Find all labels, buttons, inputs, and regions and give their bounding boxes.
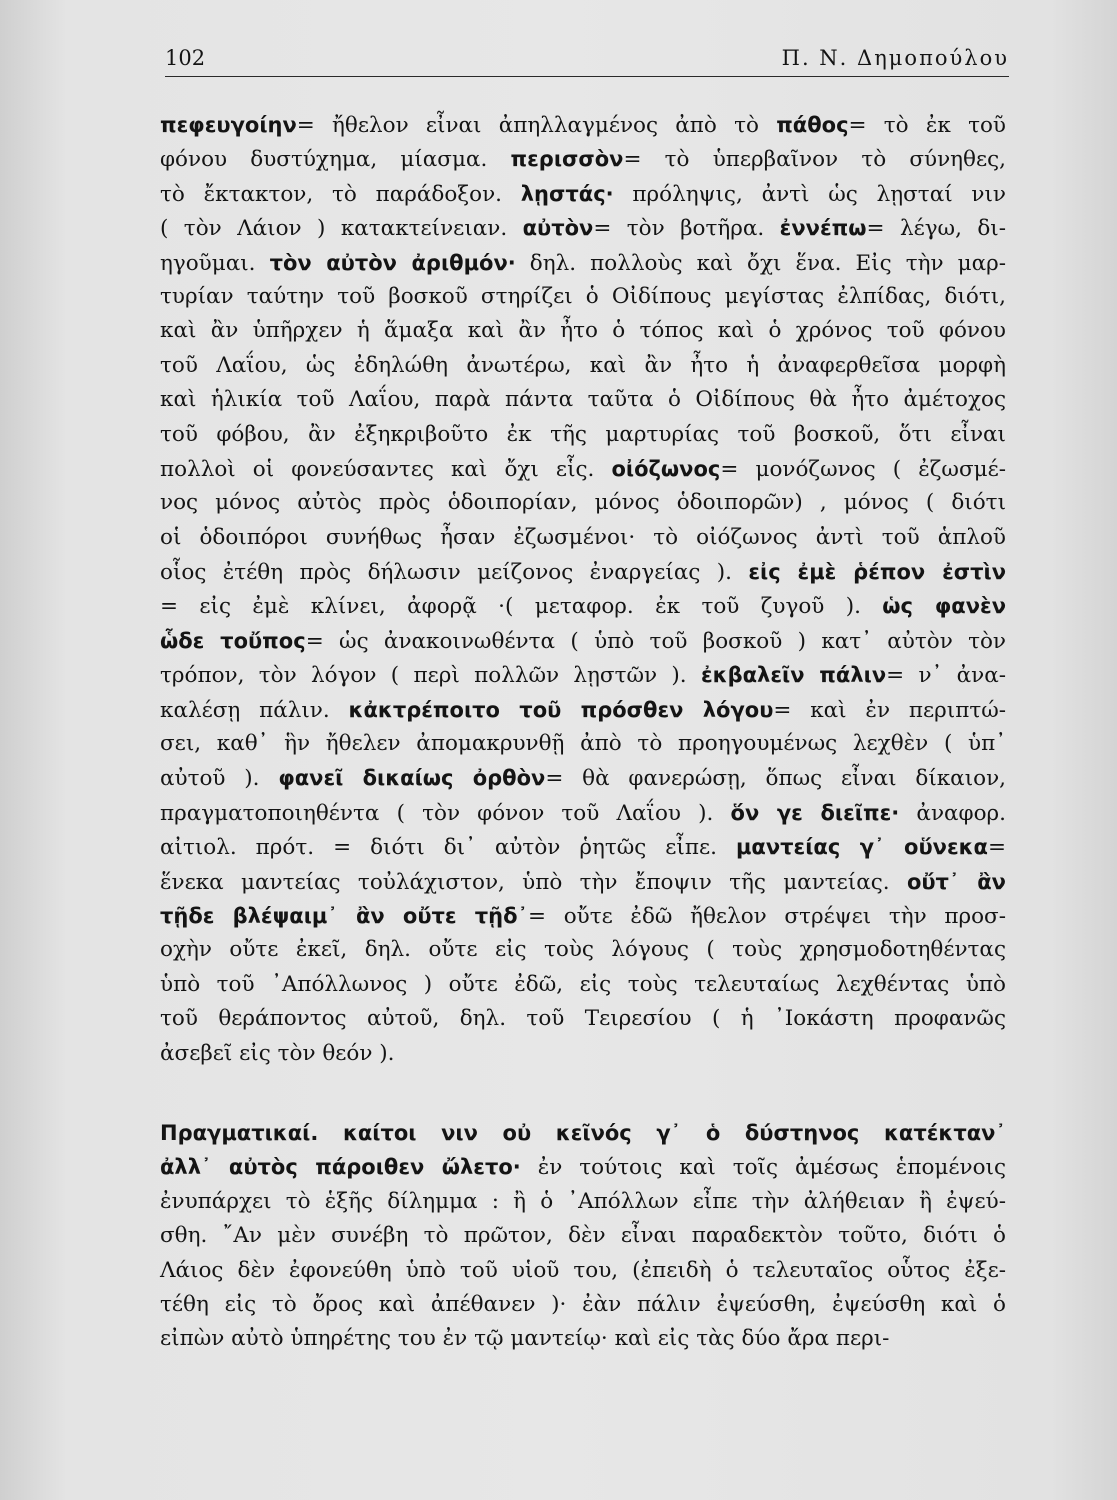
gloss-text: ἀσεβεῖ εἰς τὸν θεόν ). <box>160 1040 395 1066</box>
text-line <box>160 899 1006 933</box>
text-line <box>160 246 1006 280</box>
lemma: μαντείας γ᾽ οὕνεκα <box>735 835 988 860</box>
gloss-text: = ἤθελον εἶναι ἀπηλλαγμένος ἀπὸ τὸ <box>296 113 777 138</box>
lemma: ἀλλ᾽ αὐτὸς πάροιθεν ὤλετο· <box>160 1155 521 1180</box>
gloss-text: τυρίαν ταύτην τοῦ βοσκοῦ στηρίζει ὁ Οἰδίπους μεγίστας ἐλπίδας, διότι, <box>160 283 1006 309</box>
text-line <box>160 108 1006 142</box>
gloss-text: = ὡς ἀνακοινωθέντα ( ὑπὸ τοῦ βοσκοῦ ) κατ᾽ αὐτὸν τὸν <box>305 628 1006 654</box>
commentary-section-1 <box>160 108 1006 1071</box>
gloss-text: καὶ ἂν ὑπῆρχεν ἡ ἅμαξα καὶ ἂν ἦτο ὁ τόπος καὶ ὁ χρόνος τοῦ φόνου <box>160 318 1006 344</box>
gloss-text: νος μόνος αὐτὸς πρὸς ὁδοιπορίαν, μόνος ὁδοιπορῶν) , μόνος ( διότι <box>160 490 1006 516</box>
gloss-text: φόνου δυστύχημα, μίασμα. <box>160 147 511 173</box>
lemma: ἐκβαλεῖν πάλιν <box>700 663 887 688</box>
lemma: περισσὸν <box>510 147 624 172</box>
lemma: πεφευγοίην <box>160 113 297 137</box>
text-line <box>160 555 1006 589</box>
lemma: εἰς ἐμὲ ῥέπον ἐστὶν <box>748 560 1006 585</box>
gloss-text: = καὶ ἐν περιπτώ- <box>773 697 1007 723</box>
gloss-text: σθη. ῎Αν μὲν συνέβη τὸ πρῶτον, δὲν εἶναι παραδεκτὸν τοῦτο, διότι ὁ <box>160 1223 1006 1249</box>
gloss-text: = λέγω, δι- <box>866 216 1006 242</box>
gloss-text: πολλοὶ οἱ φονεύσαντες καὶ ὄχι εἷς. <box>160 456 612 482</box>
gloss-text: πρόληψις, ἀντὶ ὡς λῃσταί νιν <box>613 181 1006 207</box>
gloss-text: τέθη εἰς τὸ ὄρος καὶ ἀπέθανεν )· ἐὰν πάλιν ἐψεύσθη, ἐψεύσθη καὶ ὁ <box>160 1291 1006 1317</box>
gloss-text: πραγματοποιηθέντα ( τὸν φόνον τοῦ Λαΐου ). <box>160 800 731 826</box>
gloss-text: οἱ ὁδοιπόροι συνήθως ἦσαν ἐζωσμένοι· τὸ οἰόζωνος ἀντὶ τοῦ ἁπλοῦ <box>160 524 1006 550</box>
gloss-text: αἰτιολ. πρότ. = διότι δι᾽ αὐτὸν ῥητῶς εἶπε. <box>160 835 736 861</box>
gloss-text: = τὸν βοτῆρα. <box>593 216 780 242</box>
text-line <box>160 933 1006 967</box>
lemma: ὡς φανὲν <box>882 594 1006 619</box>
text-line <box>160 142 1006 176</box>
gloss-text: τοῦ Λαΐου, ὡς ἐδηλώθη ἀνωτέρω, καὶ ἂν ἦτο ἡ ἀναφερθεῖσα μορφὴ <box>160 352 1006 378</box>
text-line <box>160 486 1006 520</box>
gloss-text: καὶ ἡλικία τοῦ Λαΐου, παρὰ πάντα ταῦτα ὁ Οἰδίπους θὰ ἦτο ἀμέτοχος <box>160 387 1006 413</box>
text-line <box>160 418 1006 452</box>
lemma: λῃστάς· <box>520 181 614 206</box>
gloss-text: τὸ ἔκτακτον, τὸ παράδοξον. <box>160 181 521 207</box>
text-line <box>160 211 1006 245</box>
lemma: αὐτὸν <box>522 216 594 241</box>
lemma: ὧδε τοὔπος <box>160 628 306 653</box>
text-line <box>160 521 1006 555</box>
gloss-text: αὐτοῦ ). <box>160 766 279 792</box>
text-line <box>160 1185 1006 1219</box>
page-body <box>160 108 1006 1357</box>
gloss-text: ἐνυπάρχει τὸ ἑξῆς δίλημμα : ἢ ὁ ᾽Απόλλων εἶπε τὴν ἀλήθειαν ἢ ἐψεύ- <box>160 1188 1006 1214</box>
text-line <box>160 693 1006 727</box>
gloss-text: οχὴν οὔτε ἐκεῖ, δηλ. οὔτε εἰς τοὺς λόγους ( τοὺς χρησμοδοτηθέντας <box>160 937 1006 963</box>
gloss-text: εἰπὼν αὐτὸ ὑπηρέτης του ἐν τῷ μαντείῳ· καὶ εἰς τὰς δύο ἄρα περι- <box>160 1326 890 1352</box>
lemma: πάθος <box>776 113 849 137</box>
gloss-text: τοῦ φόβου, ἂν ἐξηκριβοῦτο ἐκ τῆς μαρτυρίας τοῦ βοσκοῦ, ὅτι εἶναι <box>160 421 1006 447</box>
lemma: οἰόζωνος <box>611 456 721 481</box>
text-line <box>160 1322 1006 1356</box>
text-line <box>160 1254 1006 1288</box>
text-line <box>160 177 1006 211</box>
lemma: οὔτ᾽ ἂν <box>906 869 1006 894</box>
running-title: Π. Ν. Δημοπούλου <box>781 46 1009 70</box>
commentary-section-2 <box>160 1116 1006 1357</box>
text-line <box>160 727 1006 761</box>
text-line <box>160 1116 1006 1150</box>
text-line <box>160 968 1006 1002</box>
text-line <box>160 658 1006 692</box>
gloss-text: = ν᾽ ἀνα- <box>886 663 1006 689</box>
text-line <box>160 1288 1006 1322</box>
text-line <box>160 830 1006 864</box>
gloss-text: = <box>987 835 1006 861</box>
lemma: κἀκτρέποιτο τοῦ πρόσθεν λόγου <box>348 697 774 722</box>
text-line <box>160 1002 1006 1036</box>
lemma: ὅν γε διεῖπε· <box>730 800 900 825</box>
gloss-text: τρόπον, τὸν λόγον ( περὶ πολλῶν λῃστῶν ). <box>160 663 701 689</box>
gloss-text: ( τὸν Λάιον ) κατακτείνειαν. <box>160 216 523 242</box>
page-header <box>165 40 1009 77</box>
text-line <box>160 761 1006 795</box>
gloss-text: Λάιος δὲν ἐφονεύθη ὑπὸ τοῦ υἱοῦ του, (ἐπειδὴ ὁ τελευταῖος οὗτος ἐξε- <box>160 1257 1006 1283</box>
gloss-text: σει, καθ᾽ ἣν ἤθελεν ἀπομακρυνθῇ ἀπὸ τὸ προηγουμένως λεχθὲν ( ὑπ᾽ <box>160 731 1006 757</box>
gloss-text: = οὔτε ἐδῶ ἤθελον στρέψει τὴν προσ- <box>528 903 1006 929</box>
gloss-text: ἕνεκα μαντείας τοὐλάχιστον, ὑπὸ τὴν ἔποψιν τῆς μαντείας. <box>160 869 907 895</box>
text-line <box>160 280 1006 314</box>
gloss-text: ὑπὸ τοῦ ᾽Απόλλωνος ) οὔτε ἐδῶ, εἰς τοὺς τελευταίως λεχθέντας ὑπὸ <box>160 971 1006 997</box>
gloss-text: δηλ. πολλοὺς καὶ ὄχι ἕνα. Εἰς τὴν μαρ- <box>515 250 1006 276</box>
gloss-text: = θὰ φανερώσῃ, ὅπως εἶναι δίκαιον, <box>545 766 1006 792</box>
text-line <box>160 624 1006 658</box>
gloss-text: ἀναφορ. <box>899 800 1006 826</box>
gloss-text: = τὸ ὑπερβαῖνον τὸ σύνηθες, <box>623 147 1007 173</box>
gloss-text: οἷος ἐτέθη πρὸς δήλωσιν μείζονος ἐναργείας ). <box>160 560 749 586</box>
gloss-text: καλέσῃ πάλιν. <box>160 697 349 723</box>
text-line <box>160 349 1006 383</box>
gloss-text: τοῦ θεράποντος αὐτοῦ, δηλ. τοῦ Τειρεσίου ( ἡ ᾽Ιοκάστη προφανῶς <box>160 1006 1006 1032</box>
gloss-text: ηγοῦμαι. <box>160 250 270 276</box>
page-number: 102 <box>165 46 206 70</box>
text-line <box>160 1219 1006 1253</box>
text-line <box>160 314 1006 348</box>
gloss-text: ἐν τούτοις καὶ τοῖς ἀμέσως ἑπομένοις <box>520 1155 1006 1181</box>
text-line <box>160 865 1006 899</box>
text-line <box>160 796 1006 830</box>
text-line <box>160 1150 1006 1184</box>
lemma: ἐννέπω <box>779 216 867 241</box>
lemma: Πραγματικαί. καίτοι νιν οὐ κεῖνός γ᾽ ὁ δύστηνος κατέκταν᾽ <box>160 1120 1006 1145</box>
lemma: τῇδε βλέψαιμ᾽ ἂν οὔτε τῇδ᾽ <box>160 903 529 928</box>
gloss-text: = εἰς ἐμὲ κλίνει, ἀφορᾷ ·( μεταφορ. ἐκ τοῦ ζυγοῦ ). <box>160 594 883 620</box>
text-line <box>160 1037 1006 1071</box>
text-line <box>160 589 1006 623</box>
gloss-text: = μονόζωνος ( ἐζωσμέ- <box>720 456 1006 482</box>
lemma: τὸν αὐτὸν ἀριθμόν· <box>269 250 516 275</box>
text-line <box>160 452 1006 486</box>
gloss-text: = τὸ ἐκ τοῦ <box>848 113 1006 138</box>
text-line <box>160 383 1006 417</box>
lemma: φανεῖ δικαίως ὀρθὸν <box>278 766 546 791</box>
